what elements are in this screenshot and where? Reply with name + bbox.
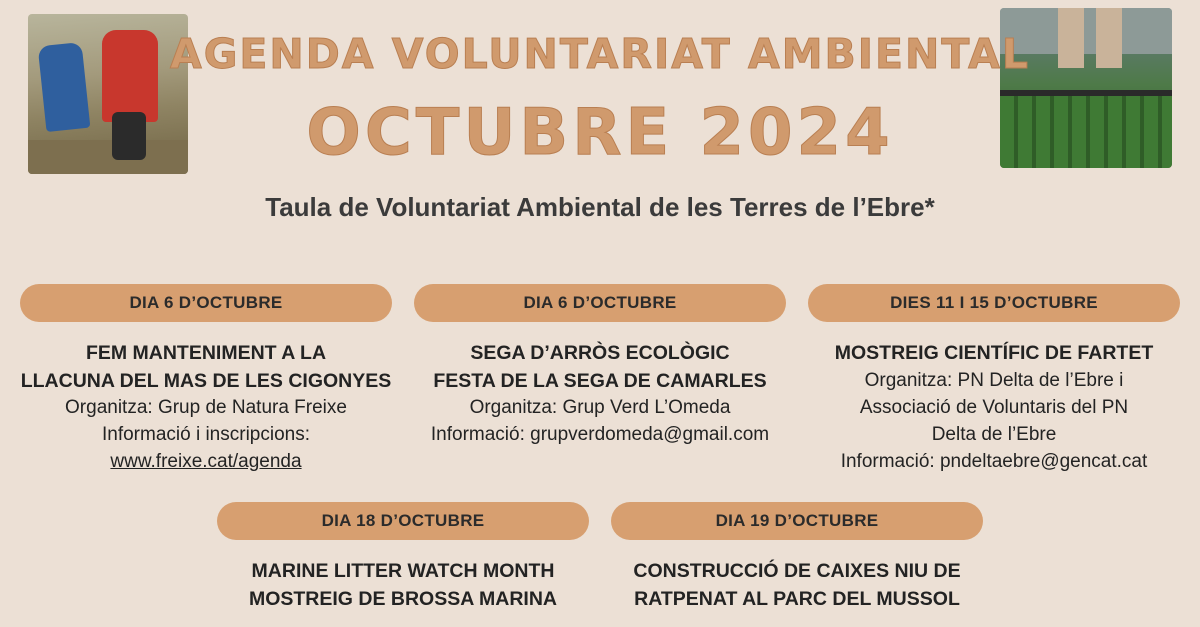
event-text-line: Informació: pndeltaebre@gencat.cat — [840, 450, 1148, 472]
event-card — [808, 284, 1180, 476]
event-text-line: MARINE LITTER WATCH MONTH — [251, 560, 555, 583]
event-text-line: Organitza: PN Delta de l’Ebre i — [864, 369, 1124, 391]
event-card — [20, 284, 392, 476]
event-details — [808, 340, 1180, 476]
event-link[interactable]: www.freixe.cat/agenda — [110, 451, 302, 473]
event-text-line: RATPENAT AL PARC DEL MUSSOL — [634, 587, 960, 610]
event-text-line: FEM MANTENIMENT A LA — [85, 342, 327, 364]
event-card — [611, 502, 983, 613]
event-details — [217, 558, 589, 613]
event-text-line: CONSTRUCCIÓ DE CAIXES NIU DE — [633, 560, 961, 583]
event-text-line: Delta de l’Ebre — [931, 423, 1057, 445]
event-card — [217, 502, 589, 613]
poster-header — [0, 0, 1200, 240]
event-text-line: Associació de Voluntaris del PN — [859, 396, 1129, 418]
event-card — [414, 284, 786, 476]
event-details — [20, 340, 392, 476]
event-text-line: FESTA DE LA SEGA DE CAMARLES — [433, 369, 767, 392]
events-row-1 — [0, 284, 1200, 476]
poster-subtitle: Taula de Voluntariat Ambiental de les Terres de l’Ebre* — [265, 192, 935, 222]
event-details — [414, 340, 786, 449]
poster-title: AGENDA VOLUNTARIAT AMBIENTAL — [169, 30, 1030, 78]
event-date-badge: DIA 6 D’OCTUBRE — [20, 284, 392, 322]
event-text-line: Organitza: Grup Verd L’Omeda — [469, 397, 731, 419]
event-text-line: MOSTREIG DE BROSSA MARINA — [248, 587, 558, 610]
event-date-badge: DIA 18 D’OCTUBRE — [217, 502, 589, 540]
event-date-badge: DIA 19 D’OCTUBRE — [611, 502, 983, 540]
event-date-badge: DIES 11 I 15 D’OCTUBRE — [808, 284, 1180, 322]
event-date-badge: DIA 6 D’OCTUBRE — [414, 284, 786, 322]
events-row-2 — [0, 502, 1200, 613]
event-text-line: Informació: grupverdomeda@gmail.com — [430, 424, 770, 446]
event-details — [611, 558, 983, 613]
event-text-line: LLACUNA DEL MAS DE LES CIGONYES — [20, 369, 392, 392]
event-text-line: Organitza: Grup de Natura Freixe — [65, 397, 347, 419]
poster-month-year: OCTUBRE 2024 — [306, 96, 894, 170]
event-text-line: MOSTREIG CIENTÍFIC DE FARTET — [834, 342, 1154, 364]
event-text-line: SEGA D’ARRÒS ECOLÒGIC — [470, 342, 730, 364]
event-text-line: Informació i inscripcions: — [101, 424, 311, 446]
